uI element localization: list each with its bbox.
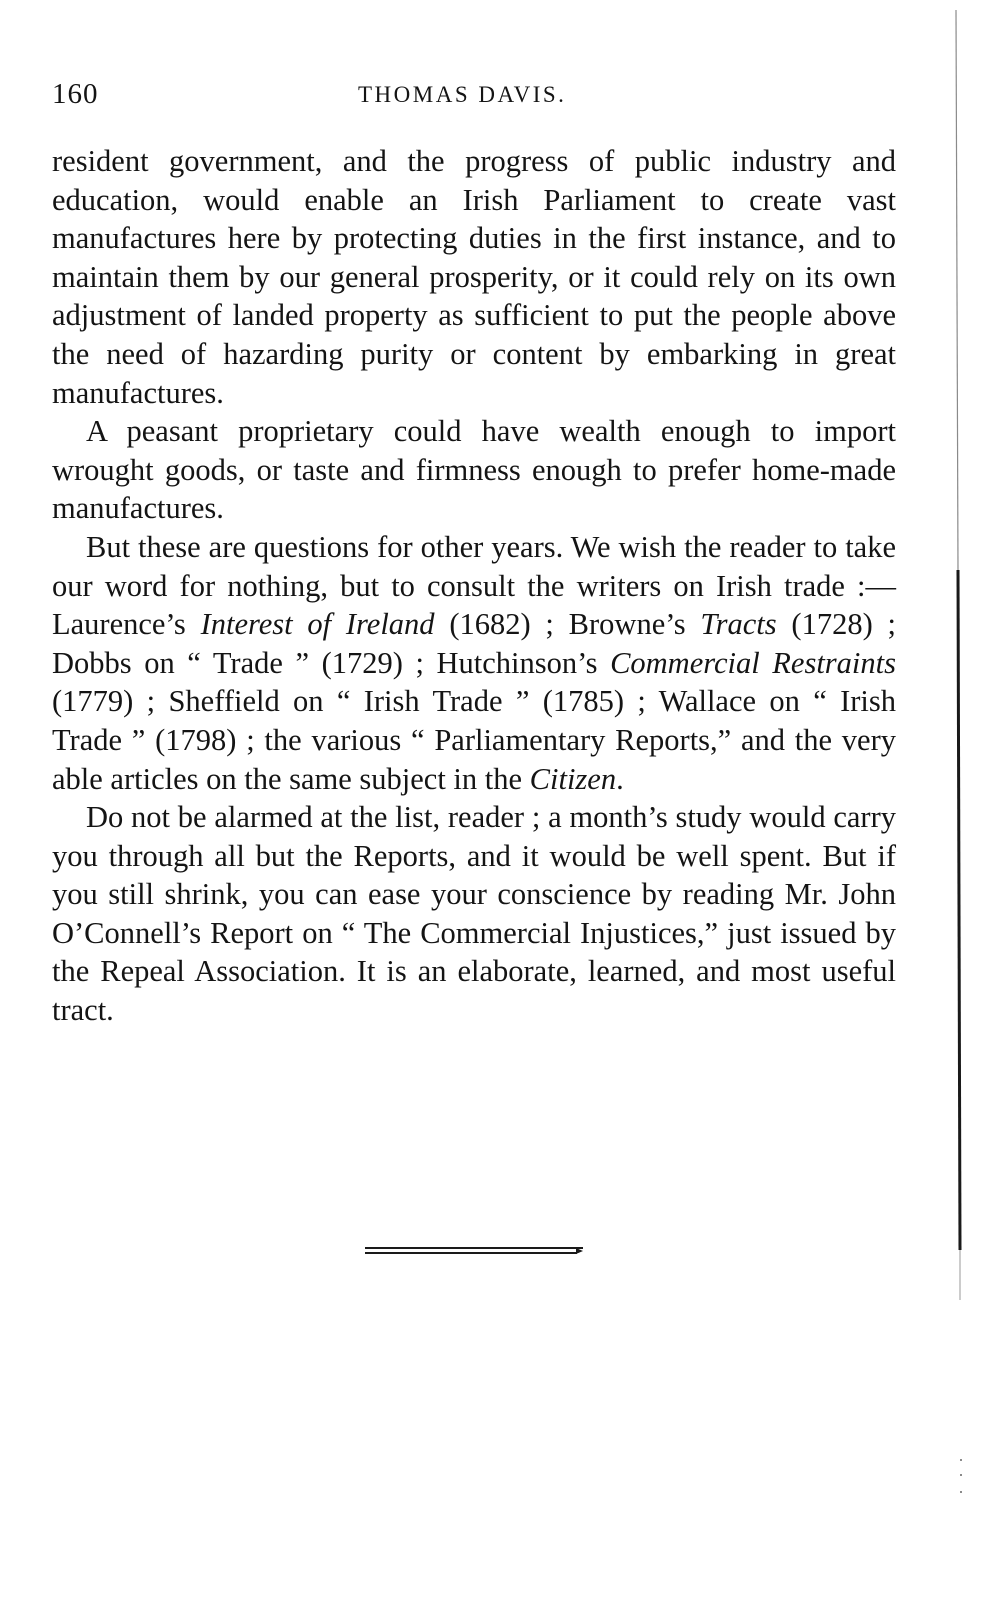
end-rule-lower-line (365, 1252, 577, 1254)
page-number: 160 (52, 78, 99, 110)
paragraph-2: A peasant proprietary could have wealth enough to import wrought goods, or taste and firmness enough to prefer home-made manufactures. (52, 414, 896, 526)
end-rule-upper-line (365, 1247, 583, 1249)
title-citizen: Citizen (529, 761, 617, 796)
running-head (52, 78, 896, 112)
body-text (52, 142, 896, 1030)
binding-edge-thin-line (956, 10, 958, 570)
paragraph-3-text-5: . (616, 761, 624, 796)
chapter-end-rule (365, 1247, 583, 1257)
binding-edge-speck-1 (960, 1459, 962, 1461)
title-tracts: Tracts (700, 607, 777, 642)
paragraph-3-text-4: (1779) ; Sheffield on “ Irish Trade ” (1785) ; Wallace on “ Irish Trade ” (1798) ; the various “ Parliamentary Reports,” and the very able articles on the same subject in the (52, 684, 896, 796)
title-interest-of-ireland: Interest of Ireland (200, 607, 435, 642)
running-title: THOMAS DAVIS. (358, 82, 567, 107)
binding-edge-thick-line (958, 570, 960, 1250)
paragraph-3-text-1: But these are questions for other years. We wish the reader to take our word for nothing, but to consult the writers on Irish trade :—Laurence’s (52, 529, 896, 642)
binding-edge-speck-2 (960, 1474, 962, 1476)
paragraph-3-text-3: (1728) ; Dobbs on “ Trade ” (1729) ; Hutchinson’s (52, 607, 896, 680)
paragraph-1: resident government, and the progress of public industry and education, would enable an Irish Parliament to create vast manufactures here by protecting duties in the first instance, and to maintain them by our general prosperity, or it could rely on its own adjustment of landed property as sufficient to put the people above the need of hazarding purity or content by embarking in great manufactures. (52, 144, 896, 410)
paragraph-3-text-2: (1682) ; Browne’s (434, 607, 701, 642)
page-binding-edge (940, 10, 974, 1570)
paragraph-4: Do not be alarmed at the list, reader ; a month’s study would carry you through all but the Reports, and it would be well spent. But if you still shrink, you can ease your conscience by reading Mr. John O’Connell’s Report on “ The Commercial Injustices,” just issued by the Repeal Association. It is an elaborate, learned, and most useful tract. (52, 800, 896, 1028)
end-rule-tip (576, 1248, 583, 1254)
title-commercial-restraints: Commercial Restraints (610, 645, 896, 680)
paragraph-3 (52, 528, 896, 798)
binding-edge-speck-3 (960, 1491, 962, 1493)
